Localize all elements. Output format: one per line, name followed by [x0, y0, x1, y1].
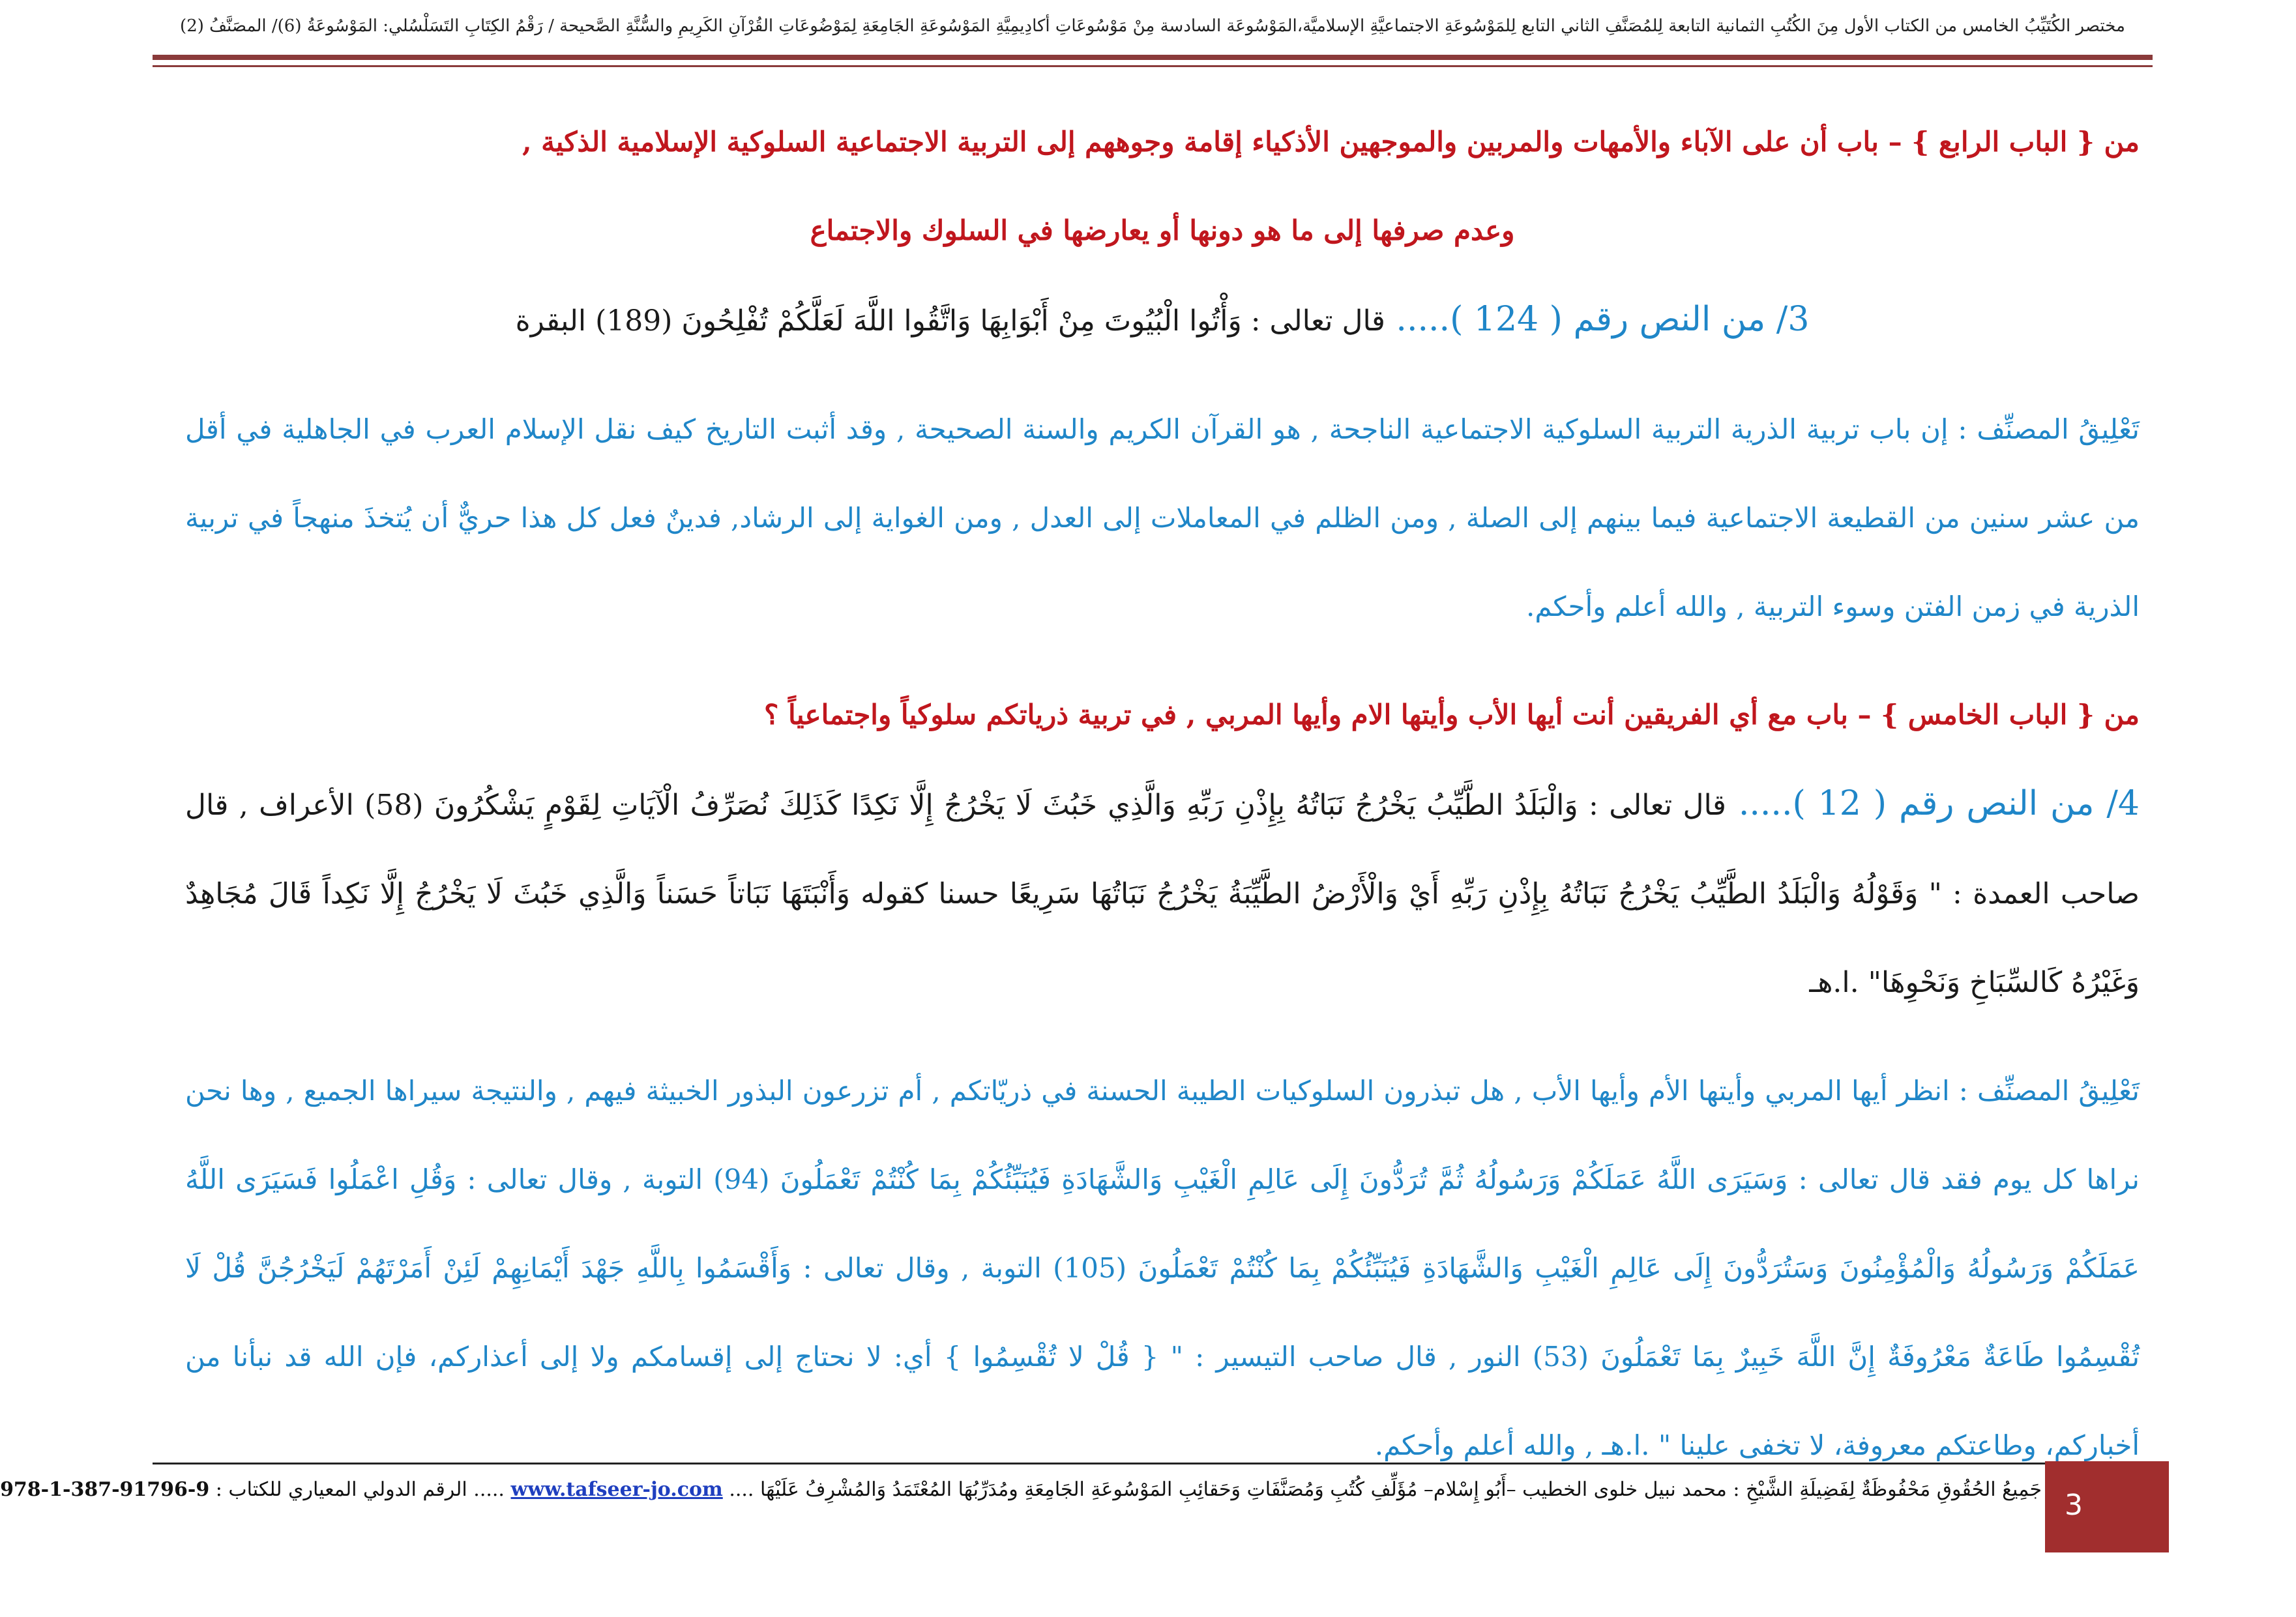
text-3 [185, 275, 2140, 366]
page-content [185, 98, 2140, 1490]
text-4-ref: 4/ من النص رقم ( 12 )..... [1726, 784, 2140, 823]
footer-rule [153, 1463, 2153, 1464]
text-4 [185, 759, 2140, 1027]
isbn-label: ..... الرقم الدولي المعياري للكتاب : [215, 1478, 505, 1501]
section-4-heading-continued: وعدم صرفها إلى ما هو دونها أو يعارضها في السلوك والاجتماع [810, 214, 1515, 246]
text-4-body: قال تعالى : وَالْبَلَدُ الطَّيِّبُ يَخْرُجُ نَبَاتُهُ بِإِذْنِ رَبِّهِ وَالَّذِي خَبُثَ لَا يَخْرُجُ إِلَّا نَكِدًا كَذَلِكَ نُصَرِّفُ الْآيَاتِ لِقَوْمٍ يَشْكُرُونَ (58) الأعراف , قال صاحب العمدة : " وَقَوْلُهُ وَالْبَلَدُ الطَّيِّبُ يَخْرُجُ نَبَاتُهُ بِإِذْنِ رَبِّهِ أَيْ وَالْأَرْضُ الطَّيِّبَةُ يَخْرُجُ نَبَاتُهَا سَرِيعًا حسنا كقوله وَأَنْبَتَهَا نَبَاتاً حَسَناً وَالَّذِي خَبُثَ لَا يَخْرُجُ إِلَّا نَكِداً قَالَ مُجَاهِدٌ وَغَيْرُهُ كَالسِّبَاخِ وَنَحْوِهَا" .ا.هـ [185, 789, 2140, 999]
header-rule-thin [153, 65, 2153, 67]
isbn-number: 978-1-387-91796-9 [0, 1478, 210, 1501]
section-5-heading: من { الباب الخامس } – باب مع أي الفريقين أنت أيها الأب وأيتها الام وأيها المربي , في تربية ذرياتكم سلوكياً واجتماعياً ؟ [764, 699, 2140, 731]
running-header: مختصر الكُتَيِّبُ الخامس من الكتاب الأول مِنَ الكُتُبِ الثمانية التابعة لِلمُصَنَّفِ الثاني التابع لِلمَوْسُوعَةِ الاجتماعيَّةِ الإسلاميَّة،المَوْسُوعَة السادسة مِنْ مَوْسُوعَاتِ أكادِيمِيَّةِ المَوْسُوعَةِ الجَامِعَةِ لِمَوْضُوعَاتِ القُرْآنِ الكَرِيمِ والسُّنَّةِ الصَّحيحة / رَقْمُ الكِتَابِ التَسَلْسُلي: المَوْسُوعَةُ (6)/ المصَنَّفُ (2) [180, 16, 2125, 36]
commentary-4: تَعْلِيقُ المصنِّف : انظر أيها المربي وأيتها الأم وأيها الأب , هل تبذرون السلوكيات الطيبة الحسنة في ذريّاتكم , أم تزرعون البذور الخبيثة فيهم , والنتيجة سيراها الجميع , وها نحن نراها كل يوم فقد قال تعالى : وَسَيَرَى اللَّهُ عَمَلَكُمْ وَرَسُولُهُ ثُمَّ تُرَدُّونَ إِلَى عَالِمِ الْغَيْبِ وَالشَّهَادَةِ فَيُنَبِّئُكُمْ بِمَا كُنْتُمْ تَعْمَلُونَ (94) التوبة , وقال تعالى : وَقُلِ اعْمَلُوا فَسَيَرَى اللَّهُ عَمَلَكُمْ وَرَسُولُهُ وَالْمُؤْمِنُونَ وَسَتُرَدُّونَ إِلَى عَالِمِ الْغَيْبِ وَالشَّهَادَةِ فَيُنَبِّئُكُمْ بِمَا كُنْتُمْ تَعْمَلُونَ (105) التوبة , وقال تعالى : وَأَقْسَمُوا بِاللَّهِ جَهْدَ أَيْمَانِهِمْ لَئِنْ أَمَرْتَهُمْ لَيَخْرُجُنَّ قُلْ لَا تُقْسِمُوا طَاعَةٌ مَعْرُوفَةٌ إِنَّ اللَّهَ خَبِيرٌ بِمَا تَعْمَلُونَ (53) النور , قال صاحب التيسير : " { قُلْ لا تُقْسِمُوا } أي: لا نحتاج إلى إقسامكم ولا إلى أعذاركم، فإن الله قد نبأنا من أخباركم، وطاعتكم معروفة، لا تخفى علينا " .ا.هـ , والله أعلم وأحكم. [185, 1075, 2140, 1461]
footer [0, 1478, 2042, 1501]
page-number: 3 [2065, 1489, 2083, 1522]
commentary-3: تَعْلِيقُ المصنِّف : إن باب تربية الذرية التربية السلوكية الاجتماعية الناجحة , هو القرآن الكريم والسنة الصحيحة , وقد أثبت التاريخ كيف نقل الإسلام العرب في الجاهلية في أقل من عشر سنين من القطيعة الاجتماعية فيما بينهم إلى الصلة , ومن الظلم في المعاملات إلى العدل , ومن الغواية إلى الرشاد, فدينٌ فعل كل هذا حريٌّ أن يُتخذَ منهجاً في تربية الذرية في زمن الفتن وسوء التربية , والله أعلم وأحكم. [185, 413, 2140, 622]
footer-rights: جَمِيعُ الحُقُوقِ مَحْفُوظَةٌ لِفَضِيلَةِ الشَّيْخِ : محمد نبيل خلوى الخطيب –أَبُو إِسْلام– مُؤَلِّفِ كُتُبِ وَمُصَنَّفَاتِ وَحَقائِبِ المَوْسُوعَةِ الجَامِعَةِ ومُدَرِّبُهَا المُعْتَمَدُ وَالمُشْرِفُ عَلَيْهَا .... [729, 1478, 2042, 1501]
page-number-box [2045, 1461, 2169, 1552]
section-4-heading: من { الباب الرابع } – باب أن على الآباء والأمهات والمربين والموجهين الأذكياء إقامة وجوههم إلى التربية الاجتماعية السلوكية الإسلامية الذكية , [522, 126, 2140, 158]
text-3-body: قال تعالى : وَأْتُوا الْبُيُوتَ مِنْ أَبْوَابِهَا وَاتَّقُوا اللَّهَ لَعَلَّكُمْ تُفْلِحُونَ (189) البقرة [515, 304, 1385, 338]
text-3-ref: 3/ من النص رقم ( 124 )..... [1385, 300, 1810, 339]
header-rule-thick [153, 55, 2153, 60]
website-link[interactable]: www.tafseer-jo.com [510, 1478, 723, 1501]
